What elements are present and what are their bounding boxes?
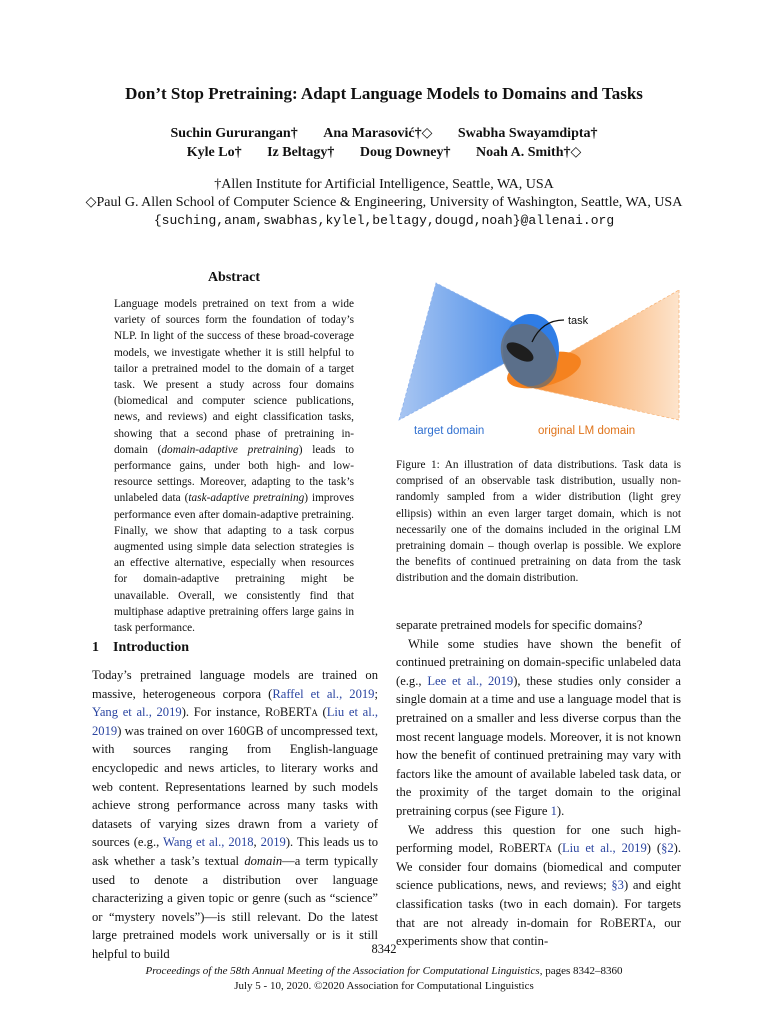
paragraph [396,821,681,951]
author-name: Ana Marasović†◇ [323,126,433,141]
footer-line-2: July 5 - 10, 2020. ©2020 Association for Computational Linguistics [234,980,534,992]
abstract-segment: ) leads to performance gains, under both high- and low-resource settings. Moreover, adapting to the task’s unlabeled data ( [114,443,354,505]
author-name: Swabha Swayamdipta† [457,126,598,141]
citation-link[interactable]: Liu et al., 2019 [561,841,647,856]
abstract-emphasis: domain-adaptive pretraining [161,443,299,456]
section-number: 1 [92,640,99,655]
author-row-2 [0,143,768,162]
original-lm-domain-label: original LM domain [538,425,636,437]
text-segment: ). [556,803,565,818]
figure-1-diagram [396,280,681,450]
author-emails: {suching,anam,swabhas,kylel,beltagy,dougd,noah}@allenai.org [153,213,615,228]
figure-1-caption: Figure 1: An illustration of data distributions. Task data is comprised of an observable task distribution, usually non-randomly sampled from a wider distribution (light grey ellipsis) within an even larger target domain, which is not necessarily one of the domains included in the original LM pretraining domain – though overlap is possible. We explore the benefits of continued pretraining on data from the task distribution and the domain distribution. [396,459,681,585]
author-name: Noah A. Smith†◇ [475,145,582,160]
paper-title: Don’t Stop Pretraining: Adapt Language Models to Domains and Tasks [125,84,643,103]
text-segment: We address this question for one such high-performing model, R [396,822,681,856]
text-segment: ) and eight classification tasks (two in each domain). For targets that are not already in-domain for R [396,878,681,930]
text-segment: ). This leads us to ask whether a task’s textual [92,835,379,868]
citation-link[interactable]: Liu et al., 2019 [92,705,378,738]
task-label: task [568,315,589,327]
author-list [0,124,768,162]
page-number: 8342 [371,942,397,956]
page-range: , pages 8342–8360 [539,965,623,977]
abstract-segment: Language models pretrained on text from a wide variety of sources form the foundation of today’s NLP. In light of the success of these broad-coverage models, we investigate whether it is still helpful to tailor a pretrained model to the domain of a target task. We present a study across four domains (biomedical and computer science publications, news, and reviews) and eight classification tasks, showing that a second phase of pretraining in-domain ( [114,298,354,456]
text-segment: o [608,915,615,930]
introduction-left-column [92,666,378,964]
target-domain-label: target domain [414,425,485,437]
section-reference-link[interactable]: §3 [611,878,624,893]
paragraph: separate pretrained models for specific domains? [396,618,643,632]
affiliation-ai2: †Allen Institute for Artificial Intelligence, Seattle, WA, USA [214,177,554,192]
section-title: Introduction [113,640,189,655]
text-segment: Today’s pretrained language models are trained on massive, heterogeneous corpora ( [92,668,378,701]
abstract-heading: Abstract [207,270,261,285]
text-segment: BERT [614,915,647,930]
text-segment: ; [374,686,378,701]
text-segment: , [253,835,261,850]
author-name: Kyle Lo† [186,145,242,160]
paragraph [396,635,681,821]
text-segment: o [507,841,514,856]
citation-link[interactable]: 2019 [260,835,286,850]
data-distribution-illustration [396,280,681,450]
text-segment: o [273,705,280,720]
author-name: Suchin Gururangan† [170,126,298,141]
text-segment: While some studies have shown the benefit of continued pretraining on domain-specific unlabeled data (e.g., [396,636,681,688]
author-name: Iz Beltagy† [267,145,335,160]
citation-link[interactable]: Lee et al., 2019 [427,673,514,688]
text-segment: ) ( [646,841,662,856]
text-segment: a [545,841,552,856]
text-segment: ), these studies only consider a single domain at a time and use a language model that is pretrained on a smaller and less diverse corpus than the most recent language models. Moreover, it is not known how the benefit of continued pretraining may vary with factors like the amount of available labeled task data, or the proximity of the target domain to the original pretraining corpus (see Figure [396,673,681,818]
text-segment: a [646,915,653,930]
text-segment: ( [317,705,327,720]
text-segment: ( [551,841,562,856]
text-segment: , our experiments show that contin- [396,915,681,949]
affiliation-uw: ◇Paul G. Allen School of Computer Science & Engineering, University of Washington, Seattle, WA, USA [85,195,683,210]
author-row-1 [0,124,768,143]
author-name: Doug Downey† [359,145,451,160]
footer-line-1 [0,964,768,979]
text-segment: ). For instance, R [181,705,274,720]
citation-link[interactable]: Wang et al., 2018 [162,835,254,850]
abstract-segment: ) improves performance even after domain-adaptive pretraining. Finally, we show that adapting to a task corpus augmented using simple data selection strategies is an effective alternative, especially when resources for domain-adaptive pretraining might be unavailable. Overall, we consistently find that multiphase adaptive pretraining offers large gains in task performance. [114,492,355,635]
introduction-right-column [396,616,681,951]
text-segment: BERT [513,841,546,856]
citation-link[interactable]: Raffel et al., 2019 [272,686,375,701]
proceedings-footer [0,964,768,994]
text-segment: ). We consider four domains (biomedical and computer science publications, news, and reviews; [396,841,681,893]
citation-link[interactable]: Yang et al., 2019 [92,705,182,720]
section-heading-introduction [92,640,377,656]
abstract-emphasis: task-adaptive pretraining [188,492,305,505]
abstract-text [114,296,354,636]
text-segment: ) was trained on over 160GB of uncompressed text, with sources ranging from English-language encyclopedic and news articles, to literary works and web content. Representations learned by such models achieve strong performance across many tasks with datasets of varying sizes drawn from a variety of sources (e.g., [92,723,378,850]
text-emphasis: domain [244,853,283,868]
section-reference-link[interactable]: §2 [661,841,674,856]
text-segment: a [311,705,318,720]
affiliations [0,176,768,230]
figure-reference-link[interactable]: 1 [550,803,557,818]
text-segment: —a term typically used to denote a distribution over language characterizing a given topic or genre (such as “science” or “mystery novels”)—is still relevant. Do the latest large pretrained models work universally or is it still helpful to build [92,853,379,961]
text-segment: BERT [279,705,312,720]
proceedings-title: Proceedings of the 58th Annual Meeting of the Association for Computational Linguistics [145,965,540,977]
